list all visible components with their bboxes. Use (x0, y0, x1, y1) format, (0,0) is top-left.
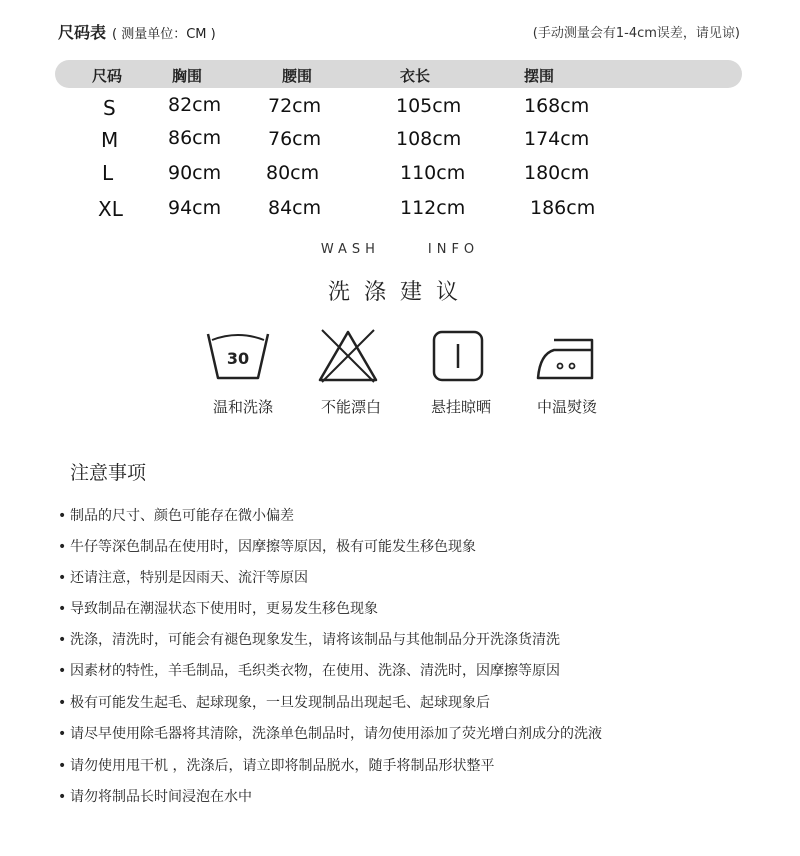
list-item (58, 629, 560, 649)
hang-dry-icon (426, 326, 490, 386)
iron-medium-icon (534, 326, 598, 386)
icon-label-no-bleach: 不能漂白 (320, 398, 381, 416)
table-cell-length: 108cm (396, 128, 462, 150)
table-cell-length: 105cm (396, 95, 462, 117)
header-hem: 摆围 (524, 67, 555, 85)
table-cell-hem: 180cm (524, 162, 590, 184)
icon-label-hang-dry: 悬挂晾晒 (430, 398, 491, 416)
note-text: 极有可能发生起毛、起球现象，一旦发现制品出现起毛、起球现象后 (70, 695, 490, 711)
header-chest: 胸围 (172, 67, 203, 85)
wash-30-icon (206, 326, 270, 386)
bullet: • (58, 663, 67, 679)
bullet: • (58, 570, 67, 586)
measurement-note: (手动测量会有1-4cm误差，请见谅) (532, 26, 740, 41)
size-chart-title-text: 尺码表 (58, 23, 107, 42)
note-text: 请尽早使用除毛器将其清除，洗涤单色制品时，请勿使用添加了荧光增白剂成分的洗液 (70, 726, 602, 742)
table-row-size: M (101, 128, 119, 152)
note-text: 请勿使用甩干机 ，洗涤后，请立即将制品脱水，随手将制品形状整平 (70, 758, 495, 774)
table-cell-waist: 80cm (266, 162, 320, 184)
table-row-size: S (103, 96, 116, 120)
icon-label-iron: 中温熨烫 (536, 398, 597, 416)
bullet: • (58, 601, 67, 617)
table-cell-hem: 174cm (524, 128, 590, 150)
info-word: INFO (427, 242, 480, 257)
list-item (58, 598, 378, 618)
table-cell-chest: 82cm (168, 94, 222, 116)
size-chart-unit: ( 测量单位：CM ) (112, 27, 216, 42)
table-cell-chest: 90cm (168, 162, 222, 184)
size-table-header (55, 60, 742, 88)
note-text: 因素材的特性，羊毛制品，毛织类衣物，在使用、洗涤、清洗时，因摩擦等原因 (70, 663, 560, 679)
list-item (58, 786, 252, 806)
header-size: 尺码 (92, 67, 123, 85)
bullet: • (58, 539, 67, 555)
table-cell-length: 110cm (400, 162, 466, 184)
notes-title: 注意事项 (70, 462, 147, 484)
table-cell-length: 112cm (400, 197, 466, 219)
note-text: 导致制品在潮湿状态下使用时，更易发生移色现象 (70, 601, 378, 617)
icon-label-wash: 温和洗涤 (212, 398, 273, 416)
no-bleach-icon (316, 326, 380, 386)
wash-word: WASH (320, 242, 380, 257)
bullet: • (58, 695, 67, 711)
header-waist: 腰围 (282, 67, 313, 85)
list-item (58, 692, 490, 712)
note-text: 牛仔等深色制品在使用时，因摩擦等原因，极有可能发生移色现象 (70, 539, 476, 555)
list-item (58, 536, 476, 556)
bullet: • (58, 758, 67, 774)
table-cell-hem: 168cm (524, 95, 590, 117)
bullet: • (58, 508, 67, 524)
wash-info-title-en (0, 242, 800, 257)
table-row-size: L (102, 161, 114, 185)
note-text: 请勿将制品长时间浸泡在水中 (70, 789, 252, 805)
list-item (58, 660, 560, 680)
note-text: 制品的尺寸、颜色可能存在微小偏差 (70, 508, 294, 524)
bullet: • (58, 789, 67, 805)
size-chart-title (58, 20, 216, 43)
table-cell-waist: 72cm (268, 95, 322, 117)
header-length: 衣长 (400, 67, 431, 85)
table-row-size: XL (98, 197, 123, 221)
table-cell-chest: 86cm (168, 127, 222, 149)
list-item (58, 505, 294, 525)
bullet: • (58, 632, 67, 648)
wash-temp-label: 30 (226, 349, 250, 368)
list-item (58, 755, 494, 775)
bullet: • (58, 726, 67, 742)
list-item (58, 567, 308, 587)
wash-info-title-cn: 洗涤建议 (327, 280, 472, 305)
table-cell-waist: 76cm (268, 128, 322, 150)
table-cell-hem: 186cm (530, 197, 596, 219)
note-text: 洗涤，清洗时，可能会有褪色现象发生，请将该制品与其他制品分开洗涤货清洗 (70, 632, 560, 648)
table-cell-waist: 84cm (268, 197, 322, 219)
list-item (58, 723, 602, 743)
note-text: 还请注意，特别是因雨天、流汗等原因 (70, 570, 308, 586)
table-cell-chest: 94cm (168, 197, 222, 219)
